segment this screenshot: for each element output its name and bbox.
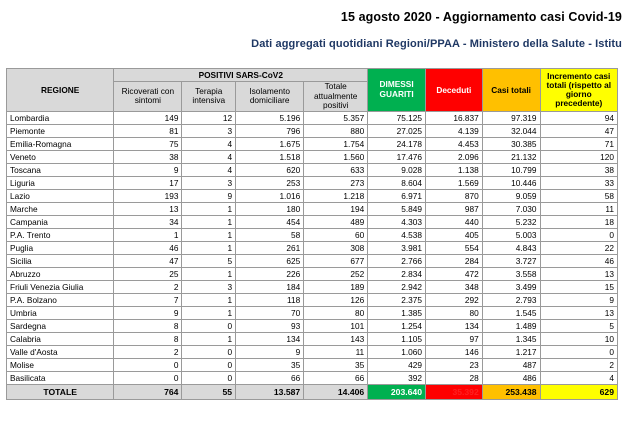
row-ricoverati: 149 xyxy=(114,111,182,124)
column-header-casi-totali: Casi totali xyxy=(482,69,540,112)
table-row xyxy=(7,189,618,202)
total-dimessi: 203.640 xyxy=(368,384,426,399)
row-isolamento: 70 xyxy=(236,306,304,319)
column-header-terapia-intensiva: Terapia intensiva xyxy=(182,82,236,112)
row-regione: Puglia xyxy=(7,241,114,254)
table-row xyxy=(7,111,618,124)
row-dimessi: 2.766 xyxy=(368,254,426,267)
row-deceduti: 2.096 xyxy=(425,150,482,163)
row-isolamento: 93 xyxy=(236,319,304,332)
row-ricoverati: 46 xyxy=(114,241,182,254)
table-row xyxy=(7,371,618,384)
row-dimessi: 1.105 xyxy=(368,332,426,345)
row-regione: P.A. Bolzano xyxy=(7,293,114,306)
row-casi-totali: 3.727 xyxy=(482,254,540,267)
row-isolamento: 1.518 xyxy=(236,150,304,163)
row-totale-positivi: 5.357 xyxy=(304,111,368,124)
row-dimessi: 2.834 xyxy=(368,267,426,280)
row-casi-totali: 97.319 xyxy=(482,111,540,124)
row-ricoverati: 9 xyxy=(114,163,182,176)
row-regione: Sardegna xyxy=(7,319,114,332)
row-deceduti: 292 xyxy=(425,293,482,306)
row-regione: Valle d'Aosta xyxy=(7,345,114,358)
row-regione: Calabria xyxy=(7,332,114,345)
row-casi-totali: 9.059 xyxy=(482,189,540,202)
row-totale-positivi: 252 xyxy=(304,267,368,280)
row-incremento: 94 xyxy=(540,111,617,124)
total-isolamento: 13.587 xyxy=(236,384,304,399)
table-row xyxy=(7,202,618,215)
row-incremento: 33 xyxy=(540,176,617,189)
row-totale-positivi: 101 xyxy=(304,319,368,332)
row-incremento: 13 xyxy=(540,306,617,319)
table-row xyxy=(7,150,618,163)
row-dimessi: 4.303 xyxy=(368,215,426,228)
row-casi-totali: 32.044 xyxy=(482,124,540,137)
row-regione: P.A. Trento xyxy=(7,228,114,241)
row-deceduti: 80 xyxy=(425,306,482,319)
row-totale-positivi: 273 xyxy=(304,176,368,189)
row-ricoverati: 75 xyxy=(114,137,182,150)
table-foot xyxy=(7,384,618,399)
header-row-group xyxy=(7,69,618,82)
row-ricoverati: 1 xyxy=(114,228,182,241)
row-totale-positivi: 11 xyxy=(304,345,368,358)
row-dimessi: 392 xyxy=(368,371,426,384)
row-totale-positivi: 80 xyxy=(304,306,368,319)
row-casi-totali: 3.558 xyxy=(482,267,540,280)
table-row xyxy=(7,124,618,137)
row-isolamento: 184 xyxy=(236,280,304,293)
row-regione: Piemonte xyxy=(7,124,114,137)
row-deceduti: 472 xyxy=(425,267,482,280)
row-incremento: 10 xyxy=(540,332,617,345)
row-casi-totali: 21.132 xyxy=(482,150,540,163)
row-dimessi: 1.060 xyxy=(368,345,426,358)
row-isolamento: 796 xyxy=(236,124,304,137)
row-totale-positivi: 126 xyxy=(304,293,368,306)
row-incremento: 58 xyxy=(540,189,617,202)
row-casi-totali: 1.545 xyxy=(482,306,540,319)
row-regione: Sicilia xyxy=(7,254,114,267)
row-deceduti: 23 xyxy=(425,358,482,371)
row-deceduti: 987 xyxy=(425,202,482,215)
row-incremento: 22 xyxy=(540,241,617,254)
table-row xyxy=(7,280,618,293)
row-totale-positivi: 143 xyxy=(304,332,368,345)
row-casi-totali: 30.385 xyxy=(482,137,540,150)
row-terapia: 0 xyxy=(182,371,236,384)
row-terapia: 0 xyxy=(182,319,236,332)
row-ricoverati: 17 xyxy=(114,176,182,189)
row-totale-positivi: 880 xyxy=(304,124,368,137)
row-isolamento: 226 xyxy=(236,267,304,280)
row-deceduti: 146 xyxy=(425,345,482,358)
total-deceduti: 35.392 xyxy=(425,384,482,399)
row-totale-positivi: 1.560 xyxy=(304,150,368,163)
row-ricoverati: 25 xyxy=(114,267,182,280)
row-casi-totali: 5.003 xyxy=(482,228,540,241)
table-row xyxy=(7,267,618,280)
row-deceduti: 870 xyxy=(425,189,482,202)
table-row xyxy=(7,358,618,371)
row-totale-positivi: 60 xyxy=(304,228,368,241)
row-incremento: 71 xyxy=(540,137,617,150)
row-ricoverati: 8 xyxy=(114,319,182,332)
row-casi-totali: 3.499 xyxy=(482,280,540,293)
row-regione: Lombardia xyxy=(7,111,114,124)
table-row xyxy=(7,332,618,345)
total-ricoverati: 764 xyxy=(114,384,182,399)
row-ricoverati: 2 xyxy=(114,345,182,358)
row-deceduti: 554 xyxy=(425,241,482,254)
row-dimessi: 3.981 xyxy=(368,241,426,254)
total-label: TOTALE xyxy=(7,384,114,399)
row-incremento: 0 xyxy=(540,345,617,358)
row-totale-positivi: 1.218 xyxy=(304,189,368,202)
row-isolamento: 35 xyxy=(236,358,304,371)
row-terapia: 12 xyxy=(182,111,236,124)
column-header-ricoverati: Ricoverati con sintomi xyxy=(114,82,182,112)
column-header-regione: REGIONE xyxy=(7,69,114,112)
row-terapia: 1 xyxy=(182,267,236,280)
row-terapia: 1 xyxy=(182,306,236,319)
row-isolamento: 1.675 xyxy=(236,137,304,150)
total-totale-positivi: 14.406 xyxy=(304,384,368,399)
row-regione: Emilia-Romagna xyxy=(7,137,114,150)
row-isolamento: 5.196 xyxy=(236,111,304,124)
row-dimessi: 9.028 xyxy=(368,163,426,176)
table-row xyxy=(7,319,618,332)
row-dimessi: 8.604 xyxy=(368,176,426,189)
total-casi-totali: 253.438 xyxy=(482,384,540,399)
table-row xyxy=(7,163,618,176)
row-isolamento: 625 xyxy=(236,254,304,267)
row-dimessi: 24.178 xyxy=(368,137,426,150)
row-terapia: 5 xyxy=(182,254,236,267)
row-dimessi: 1.254 xyxy=(368,319,426,332)
row-dimessi: 1.385 xyxy=(368,306,426,319)
row-terapia: 1 xyxy=(182,215,236,228)
row-isolamento: 66 xyxy=(236,371,304,384)
table-row xyxy=(7,137,618,150)
row-isolamento: 454 xyxy=(236,215,304,228)
row-isolamento: 118 xyxy=(236,293,304,306)
row-ricoverati: 81 xyxy=(114,124,182,137)
row-casi-totali: 10.799 xyxy=(482,163,540,176)
row-ricoverati: 9 xyxy=(114,306,182,319)
row-dimessi: 4.538 xyxy=(368,228,426,241)
row-ricoverati: 0 xyxy=(114,371,182,384)
row-incremento: 46 xyxy=(540,254,617,267)
row-casi-totali: 1.217 xyxy=(482,345,540,358)
row-ricoverati: 8 xyxy=(114,332,182,345)
row-casi-totali: 1.345 xyxy=(482,332,540,345)
row-isolamento: 9 xyxy=(236,345,304,358)
row-casi-totali: 7.030 xyxy=(482,202,540,215)
table-body xyxy=(7,111,618,384)
row-deceduti: 348 xyxy=(425,280,482,293)
row-terapia: 4 xyxy=(182,163,236,176)
row-ricoverati: 34 xyxy=(114,215,182,228)
row-deceduti: 405 xyxy=(425,228,482,241)
row-incremento: 0 xyxy=(540,228,617,241)
row-casi-totali: 2.793 xyxy=(482,293,540,306)
row-regione: Abruzzo xyxy=(7,267,114,280)
row-deceduti: 28 xyxy=(425,371,482,384)
row-ricoverati: 193 xyxy=(114,189,182,202)
column-header-incremento: Incremento casi totali (rispetto al giorno precedente) xyxy=(540,69,617,112)
row-deceduti: 4.139 xyxy=(425,124,482,137)
row-terapia: 4 xyxy=(182,150,236,163)
table-total-row xyxy=(7,384,618,399)
table-head xyxy=(7,69,618,112)
row-regione: Toscana xyxy=(7,163,114,176)
table-row xyxy=(7,241,618,254)
row-incremento: 15 xyxy=(540,280,617,293)
row-terapia: 3 xyxy=(182,280,236,293)
row-isolamento: 1.016 xyxy=(236,189,304,202)
table-row xyxy=(7,254,618,267)
row-regione: Friuli Venezia Giulia xyxy=(7,280,114,293)
covid-data-table xyxy=(6,68,618,400)
row-deceduti: 134 xyxy=(425,319,482,332)
row-deceduti: 4.453 xyxy=(425,137,482,150)
row-isolamento: 180 xyxy=(236,202,304,215)
row-terapia: 1 xyxy=(182,332,236,345)
table-row xyxy=(7,228,618,241)
row-terapia: 4 xyxy=(182,137,236,150)
row-terapia: 3 xyxy=(182,124,236,137)
row-regione: Liguria xyxy=(7,176,114,189)
row-incremento: 120 xyxy=(540,150,617,163)
row-ricoverati: 38 xyxy=(114,150,182,163)
row-casi-totali: 487 xyxy=(482,358,540,371)
table-row xyxy=(7,345,618,358)
row-totale-positivi: 489 xyxy=(304,215,368,228)
row-totale-positivi: 677 xyxy=(304,254,368,267)
row-deceduti: 440 xyxy=(425,215,482,228)
row-dimessi: 27.025 xyxy=(368,124,426,137)
table-row xyxy=(7,293,618,306)
row-incremento: 11 xyxy=(540,202,617,215)
column-header-totale-positivi: Totale attualmente positivi xyxy=(304,82,368,112)
column-header-deceduti: Deceduti xyxy=(425,69,482,112)
row-deceduti: 16.837 xyxy=(425,111,482,124)
row-incremento: 13 xyxy=(540,267,617,280)
row-incremento: 5 xyxy=(540,319,617,332)
row-dimessi: 75.125 xyxy=(368,111,426,124)
row-deceduti: 1.138 xyxy=(425,163,482,176)
row-ricoverati: 47 xyxy=(114,254,182,267)
row-totale-positivi: 1.754 xyxy=(304,137,368,150)
row-isolamento: 620 xyxy=(236,163,304,176)
row-regione: Lazio xyxy=(7,189,114,202)
row-casi-totali: 5.232 xyxy=(482,215,540,228)
row-ricoverati: 0 xyxy=(114,358,182,371)
column-header-isolamento: Isolamento domiciliare xyxy=(236,82,304,112)
row-regione: Basilicata xyxy=(7,371,114,384)
table-row xyxy=(7,306,618,319)
row-isolamento: 58 xyxy=(236,228,304,241)
row-totale-positivi: 308 xyxy=(304,241,368,254)
row-isolamento: 261 xyxy=(236,241,304,254)
row-dimessi: 429 xyxy=(368,358,426,371)
row-deceduti: 284 xyxy=(425,254,482,267)
table-row xyxy=(7,176,618,189)
row-terapia: 3 xyxy=(182,176,236,189)
row-casi-totali: 486 xyxy=(482,371,540,384)
row-isolamento: 134 xyxy=(236,332,304,345)
row-dimessi: 2.942 xyxy=(368,280,426,293)
row-totale-positivi: 633 xyxy=(304,163,368,176)
row-dimessi: 17.476 xyxy=(368,150,426,163)
row-incremento: 4 xyxy=(540,371,617,384)
row-casi-totali: 10.446 xyxy=(482,176,540,189)
row-ricoverati: 2 xyxy=(114,280,182,293)
row-terapia: 0 xyxy=(182,345,236,358)
row-regione: Marche xyxy=(7,202,114,215)
row-incremento: 38 xyxy=(540,163,617,176)
row-ricoverati: 7 xyxy=(114,293,182,306)
header-subtitle: Dati aggregati quotidiani Regioni/PPAA - Ministero della Salute - Istitu xyxy=(251,38,622,50)
row-terapia: 1 xyxy=(182,293,236,306)
table-row xyxy=(7,215,618,228)
row-totale-positivi: 35 xyxy=(304,358,368,371)
row-incremento: 2 xyxy=(540,358,617,371)
column-header-dimessi: DIMESSI GUARITI xyxy=(368,69,426,112)
row-totale-positivi: 189 xyxy=(304,280,368,293)
row-terapia: 1 xyxy=(182,228,236,241)
row-ricoverati: 13 xyxy=(114,202,182,215)
row-totale-positivi: 66 xyxy=(304,371,368,384)
row-dimessi: 6.971 xyxy=(368,189,426,202)
row-regione: Umbria xyxy=(7,306,114,319)
row-terapia: 1 xyxy=(182,241,236,254)
row-casi-totali: 4.843 xyxy=(482,241,540,254)
row-terapia: 9 xyxy=(182,189,236,202)
total-incremento: 629 xyxy=(540,384,617,399)
total-terapia: 55 xyxy=(182,384,236,399)
row-totale-positivi: 194 xyxy=(304,202,368,215)
row-regione: Veneto xyxy=(7,150,114,163)
row-isolamento: 253 xyxy=(236,176,304,189)
header-title: 15 agosto 2020 - Aggiornamento casi Covid-19 xyxy=(340,10,622,24)
row-terapia: 0 xyxy=(182,358,236,371)
row-terapia: 1 xyxy=(182,202,236,215)
row-regione: Molise xyxy=(7,358,114,371)
row-deceduti: 1.569 xyxy=(425,176,482,189)
column-group-positivi: POSITIVI SARS-CoV2 xyxy=(114,69,368,82)
row-dimessi: 2.375 xyxy=(368,293,426,306)
row-deceduti: 97 xyxy=(425,332,482,345)
row-incremento: 47 xyxy=(540,124,617,137)
row-regione: Campania xyxy=(7,215,114,228)
row-incremento: 9 xyxy=(540,293,617,306)
row-casi-totali: 1.489 xyxy=(482,319,540,332)
row-dimessi: 5.849 xyxy=(368,202,426,215)
row-incremento: 18 xyxy=(540,215,617,228)
document-header xyxy=(0,0,630,50)
